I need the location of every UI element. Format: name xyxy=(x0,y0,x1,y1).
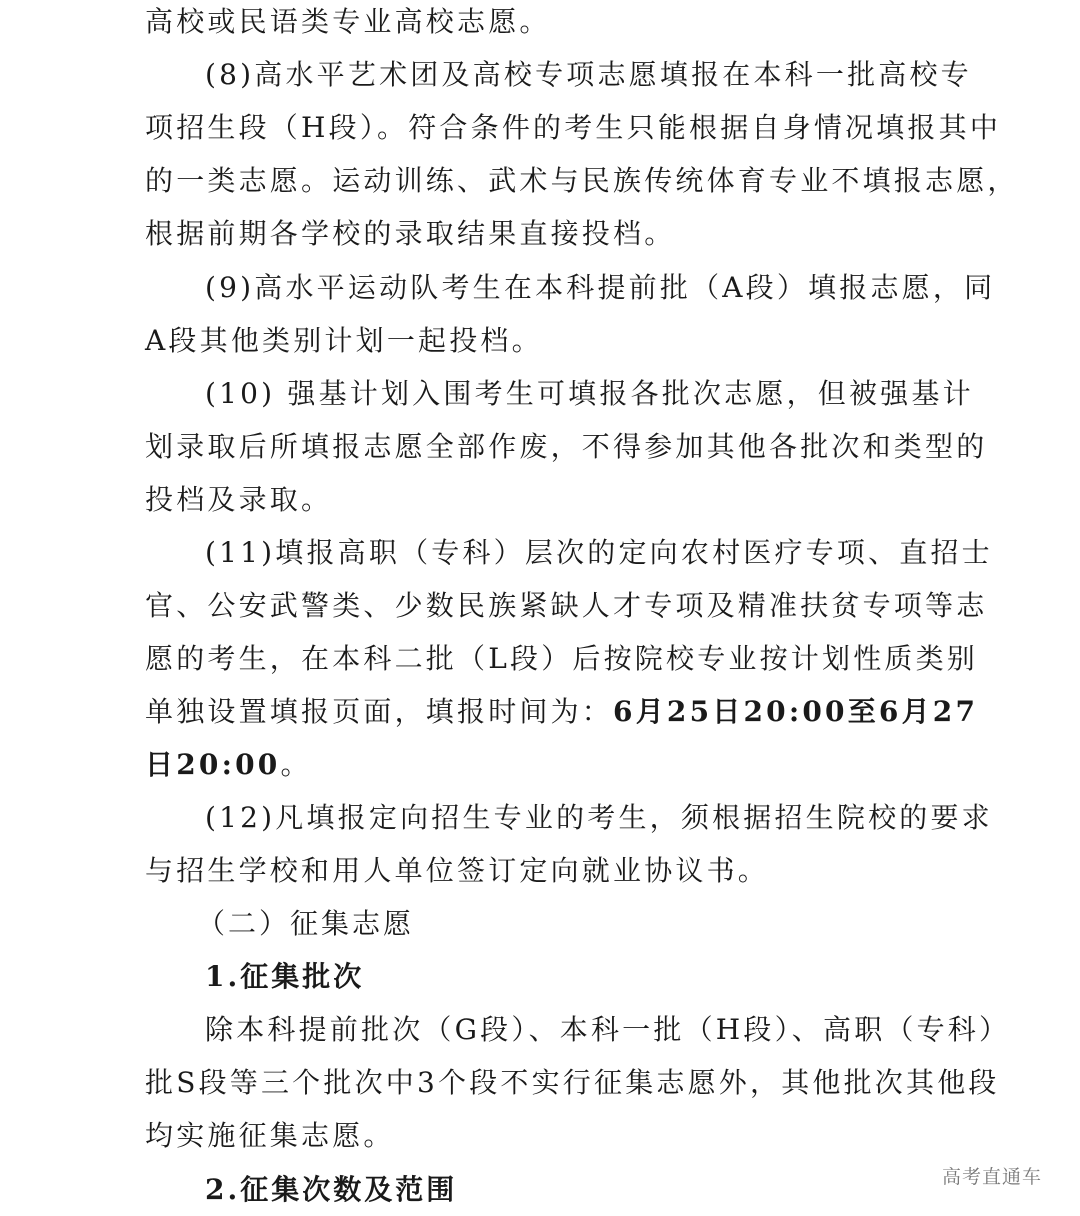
paragraph-line xyxy=(145,745,312,785)
paragraph-line: (8)高水平艺术团及高校专项志愿填报在本科一批高校专 xyxy=(205,58,972,91)
paragraph-line: 与招生学校和用人单位签订定向就业协议书。 xyxy=(145,854,770,887)
paragraph-line: (12)凡填报定向招生专业的考生，须根据招生院校的要求 xyxy=(205,801,993,834)
paragraph-line: 的一类志愿。运动训练、武术与民族传统体育专业不填报志愿， xyxy=(145,164,1019,197)
paragraph-line: 项招生段（H段）。符合条件的考生只能根据自身情况填报其中 xyxy=(145,111,1002,144)
paragraph-line: 投档及录取。 xyxy=(145,483,333,516)
paragraph-line: 均实施征集志愿。 xyxy=(145,1119,395,1152)
period-text: 。 xyxy=(280,748,312,781)
deadline-date-range: 6月25日20:00至6月27 xyxy=(613,695,979,728)
paragraph-line: 划录取后所填报志愿全部作废，不得参加其他各批次和类型的 xyxy=(145,430,988,463)
deadline-date-range-end: 日20:00 xyxy=(145,748,281,781)
paragraph-line: 除本科提前批次（G段）、本科一批（H段）、高职（专科） xyxy=(205,1013,1011,1046)
paragraph-line: 批S段等三个批次中3个段不实行征集志愿外，其他批次其他段 xyxy=(145,1066,1000,1099)
paragraph-line: (9)高水平运动队考生在本科提前批（A段）填报志愿，同 xyxy=(205,271,996,304)
paragraph-line: (11)填报高职（专科）层次的定向农村医疗专项、直招士 xyxy=(205,536,993,569)
deadline-intro-text: 单独设置填报页面，填报时间为： xyxy=(145,695,614,728)
subheading-collection-batches: 1.征集批次 xyxy=(205,960,365,993)
watermark-label: 高考直通车 xyxy=(942,1166,1043,1188)
section-heading: （二）征集志愿 xyxy=(197,907,415,940)
paragraph-line: 高校或民语类专业高校志愿。 xyxy=(145,5,551,38)
paragraph-line: 愿的考生，在本科二批（L段）后按院校专业按计划性质类别 xyxy=(145,642,978,675)
paragraph-line: A段其他类别计划一起投档。 xyxy=(145,324,543,357)
paragraph-line: (10) 强基计划入围考生可填报各批次志愿，但被强基计 xyxy=(205,377,974,410)
paragraph-line: 官、公安武警类、少数民族紧缺人才专项及精准扶贫专项等志 xyxy=(145,589,988,622)
paragraph-line xyxy=(145,692,978,732)
paragraph-line: 根据前期各学校的录取结果直接投档。 xyxy=(145,217,676,250)
subheading-collection-count-scope: 2.征集次数及范围 xyxy=(205,1173,458,1206)
